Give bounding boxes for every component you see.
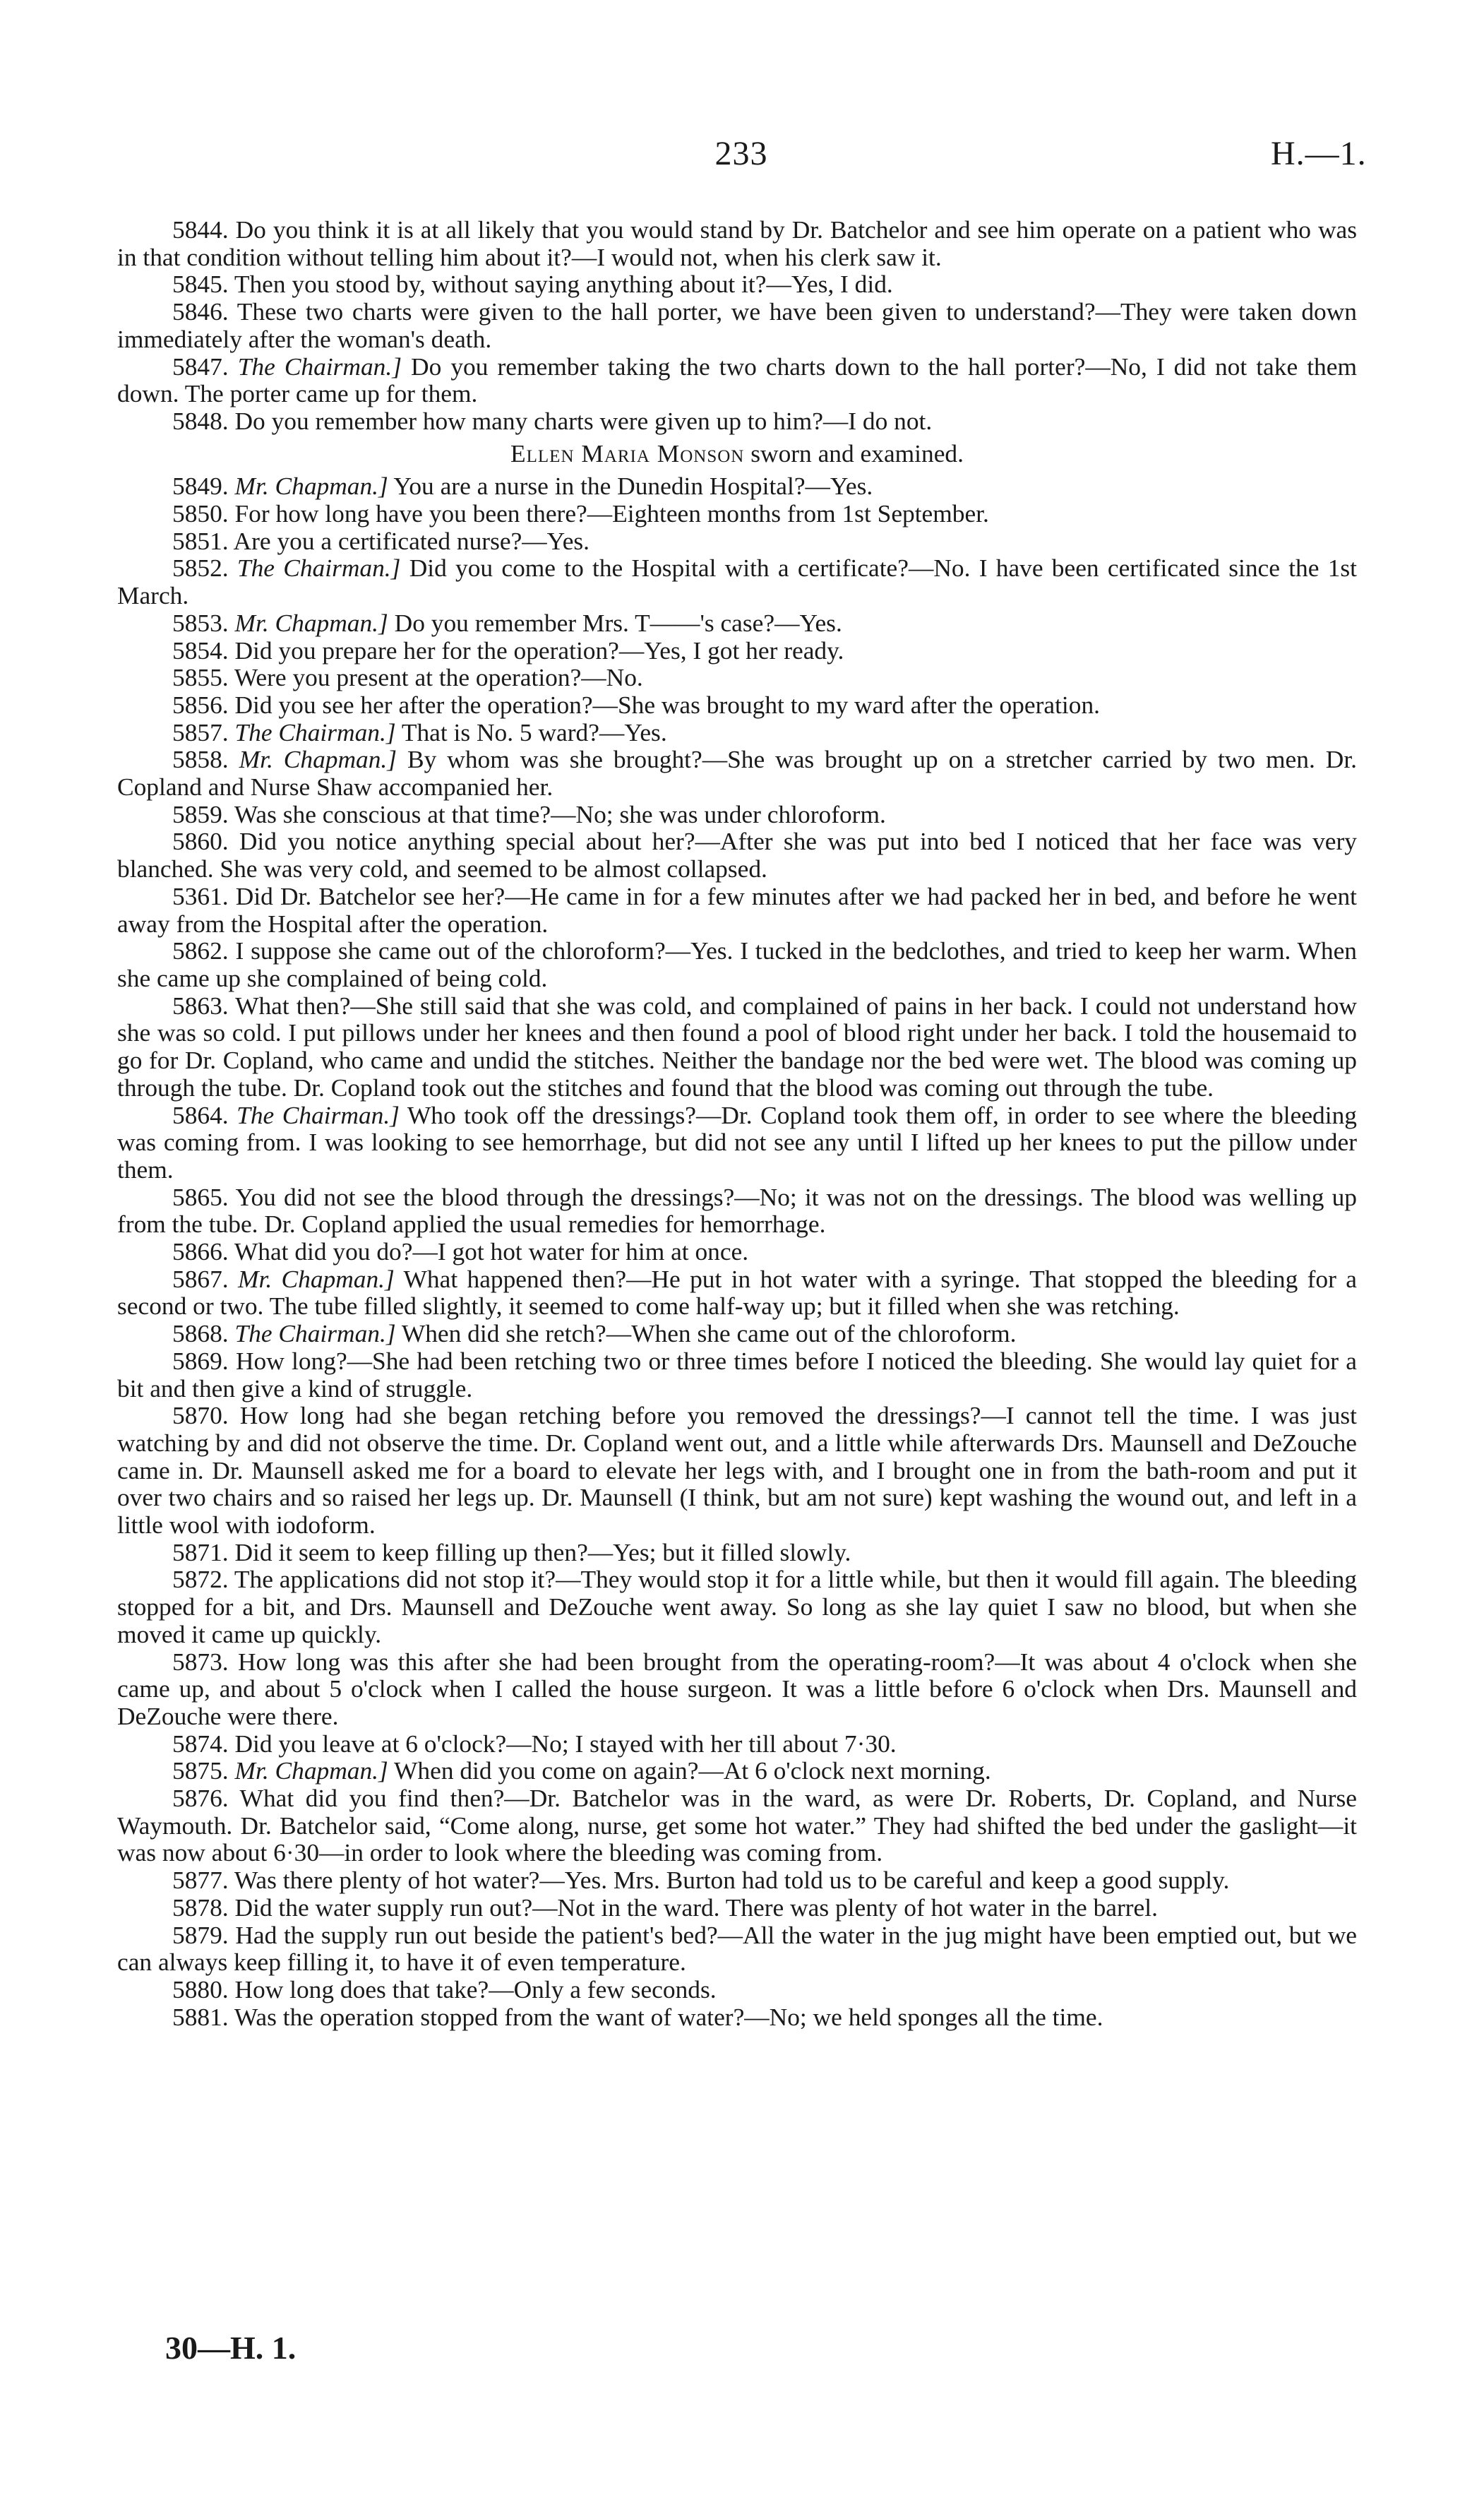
witness-heading [117, 440, 1357, 468]
question-number: 5878. [172, 1893, 229, 1922]
question-paragraph [117, 828, 1357, 882]
question-number: 5857. [172, 717, 229, 746]
question-answer-text: The applications did not stop it?—They would stop it for a little while, but then it would fill again. The bleeding stopped for a bit, and Drs. Maunsell and DeZouche went away. So long as she lay quiet I saw no blood, but when she moved it came up quickly. [117, 1565, 1357, 1648]
speaker-label: Mr. Chapman.] [234, 1756, 388, 1785]
question-answer-text: When did she retch?—When she came out of the chloroform. [401, 1319, 1017, 1348]
question-answer-text: When did you come on again?—At 6 o'clock next morning. [394, 1756, 991, 1785]
speaker-label: The Chairman.] [234, 1319, 396, 1348]
question-answer-text: Did Dr. Batchelor see her?—He came in for a few minutes after we had packed her in bed, and before he went away from the Hospital after the operation. [117, 881, 1357, 938]
question-paragraph [117, 746, 1357, 800]
question-answer-text: How long?—She had been retching two or three times before I noticed the bleeding. She would lay quiet for a bit and then give a kind of struggle. [117, 1346, 1357, 1403]
testimony-text [117, 216, 1357, 2030]
question-answer-text: Did you prepare her for the operation?—Yes, I got her ready. [234, 636, 844, 665]
question-answer-text: How long does that take?—Only a few seconds. [234, 1975, 717, 2003]
question-paragraph [117, 1922, 1357, 1976]
question-number: 5866. [172, 1237, 229, 1266]
question-number: 5865. [172, 1182, 229, 1211]
witness-heading-suffix: sworn and examined. [750, 439, 964, 468]
question-paragraph [117, 609, 1357, 637]
question-answer-text: Do you remember taking the two charts down to the hall porter?—No, I did not take them down. The porter came up for them. [117, 352, 1357, 408]
question-number: 5879. [172, 1920, 229, 1949]
question-number: 5852. [172, 554, 229, 583]
question-answer-text: You are a nurse in the Dunedin Hospital?—Yes. [393, 472, 873, 501]
question-answer-text: Did the water supply run out?—Not in the ward. There was plenty of hot water in the barrel. [234, 1893, 1158, 1922]
question-number: 5846. [172, 297, 229, 326]
question-paragraph [117, 2003, 1357, 2031]
question-paragraph [117, 1866, 1357, 1894]
question-paragraph [117, 1238, 1357, 1266]
question-number: 5868. [172, 1319, 229, 1348]
question-number: 5873. [172, 1647, 229, 1676]
speaker-label: The Chairman.] [237, 1100, 400, 1129]
question-number: 5361. [172, 881, 229, 910]
question-number: 5847. [172, 352, 229, 381]
question-number: 5853. [172, 608, 229, 637]
question-number: 5874. [172, 1729, 229, 1758]
question-paragraph [117, 298, 1357, 352]
question-number: 5855. [172, 663, 229, 692]
question-answer-text: I suppose she came out of the chloroform?—Yes. I tucked in the bedclothes, and tried to keep her warm. When she came up she complained of being cold. [117, 936, 1357, 992]
speaker-label: The Chairman.] [234, 717, 396, 746]
question-paragraph [117, 637, 1357, 665]
speaker-label: Mr. Chapman.] [234, 608, 388, 637]
question-answer-text: Was there plenty of hot water?—Yes. Mrs. Burton had told us to be careful and keep a good supply. [234, 1866, 1230, 1895]
question-number: 5863. [172, 991, 229, 1020]
testimony-group-before [117, 216, 1357, 435]
question-number: 5877. [172, 1866, 229, 1895]
question-answer-text: Was the operation stopped from the want of water?—No; we held sponges all the time. [234, 2002, 1103, 2031]
question-paragraph [117, 1320, 1357, 1347]
question-paragraph [117, 1347, 1357, 1402]
question-answer-text: You did not see the blood through the dressings?—No; it was not on the dressings. The blood was welling up from the tube. Dr. Copland applied the usual remedies for hemorrhage. [117, 1182, 1357, 1239]
question-paragraph [117, 719, 1357, 746]
speaker-label: The Chairman.] [237, 554, 401, 583]
question-answer-text: Had the supply run out beside the patient's bed?—All the water in the jug might have been emptied out, but we can always keep filling it, to have it of even temperature. [117, 1920, 1357, 1977]
question-paragraph [117, 216, 1357, 270]
question-answer-text: How long had she began retching before you removed the dressings?—I cannot tell the time. I was just watching by and did not observe the time. Dr. Copland went out, and a little while afterwards Drs. Maunsell and DeZouche came in. Dr. Maunsell asked me for a board to elevate her legs with, and I brought one in from the bath-room and put it over two chairs and so raised her legs up. Dr. Maunsell (I think, but am not sure) kept washing the wound out, and left in a little wool with iodoform. [117, 1401, 1357, 1540]
question-number: 5875. [172, 1756, 229, 1785]
question-answer-text: Do you think it is at all likely that you would stand by Dr. Batchelor and see him operate on a patient who was in that condition without telling him about it?—I would not, when his clerk saw it. [117, 215, 1357, 271]
question-number: 5867. [172, 1264, 229, 1293]
question-answer-text: What did you find then?—Dr. Batchelor was in the ward, as were Dr. Roberts, Dr. Copland, and Nurse Waymouth. Dr. Batchelor said, “Come along, nurse, get some hot water.” They had shifted the bed under the gaslight—it was now about 6·30—in order to look where the bleeding was coming from. [117, 1784, 1357, 1867]
question-answer-text: Were you present at the operation?—No. [234, 663, 643, 692]
question-paragraph [117, 1757, 1357, 1785]
question-number: 5856. [172, 690, 229, 719]
question-answer-text: Did you leave at 6 o'clock?—No; I stayed with her till about 7·30. [234, 1729, 897, 1758]
running-title: H.—1. [1271, 135, 1367, 172]
question-number: 5881. [172, 2002, 229, 2031]
question-paragraph [117, 801, 1357, 828]
question-number: 5862. [172, 936, 229, 965]
testimony-group-after [117, 472, 1357, 2030]
speaker-label: Mr. Chapman.] [238, 1264, 395, 1293]
question-number: 5872. [172, 1565, 229, 1594]
question-number: 5860. [172, 827, 229, 856]
page-header [0, 134, 1484, 184]
question-number: 5854. [172, 636, 229, 665]
question-paragraph [117, 664, 1357, 691]
witness-name: Ellen Maria Monson [510, 439, 745, 468]
question-answer-text: What did you do?—I got hot water for him at once. [234, 1237, 749, 1266]
question-number: 5844. [172, 215, 229, 244]
question-answer-text: What happened then?—He put in hot water with a syringe. That stopped the bleeding for a second or two. The tube filled slightly, it seemed to come half-way up; but it filled when she was retching. [117, 1264, 1357, 1321]
question-number: 5849. [172, 472, 229, 501]
question-paragraph [117, 937, 1357, 991]
question-paragraph [117, 992, 1357, 1102]
question-number: 5876. [172, 1784, 229, 1813]
question-answer-text: Was she conscious at that time?—No; she was under chloroform. [234, 799, 886, 828]
question-paragraph [117, 270, 1357, 298]
question-answer-text: These two charts were given to the hall porter, we have been given to understand?—They were taken down immediately after the woman's death. [117, 297, 1357, 353]
question-number: 5880. [172, 1975, 229, 2003]
question-answer-text: For how long have you been there?—Eighteen months from 1st September. [234, 499, 989, 528]
question-number: 5864. [172, 1100, 229, 1129]
question-paragraph [117, 1976, 1357, 2003]
question-paragraph [117, 1648, 1357, 1730]
question-answer-text: Did you come to the Hospital with a certificate?—No. I have been certificated since the 1st March. [117, 554, 1358, 610]
question-number: 5851. [172, 526, 229, 555]
question-number: 5845. [172, 270, 229, 299]
question-paragraph [117, 1102, 1357, 1184]
question-paragraph [117, 883, 1357, 937]
printer-signature-mark: 30—H. 1. [165, 2330, 297, 2366]
question-answer-text: What then?—She still said that she was cold, and complained of pains in her back. I could not understand how she was so cold. I put pillows under her knees and then found a pool of blood right under her back. I told the housemaid to go for Dr. Copland, who came and undid the stitches. Neither the bandage nor the bed were wet. The blood was coming up through the tube. Dr. Copland took out the stitches and found that the blood was coming out through the tube. [117, 991, 1357, 1102]
question-paragraph [117, 1894, 1357, 1922]
page-number: 233 [714, 135, 768, 172]
speaker-label: Mr. Chapman.] [234, 472, 388, 501]
question-paragraph [117, 1266, 1357, 1320]
question-number: 5870. [172, 1401, 229, 1430]
speaker-label: The Chairman.] [237, 352, 402, 381]
question-number: 5859. [172, 799, 229, 828]
question-paragraph [117, 1402, 1357, 1539]
question-paragraph [117, 1539, 1357, 1566]
question-answer-text: Did it seem to keep filling up then?—Yes; but it filled slowly. [234, 1537, 851, 1566]
question-answer-text: Did you notice anything special about her?—After she was put into bed I noticed that her face was very blanched. She was very cold, and seemed to be almost collapsed. [117, 827, 1357, 883]
question-paragraph [117, 691, 1357, 719]
question-answer-text: How long was this after she had been brought from the operating-room?—It was about 4 o'clock when she came up, and about 5 o'clock when I called the house surgeon. It was a little before 6 o'clock when Drs. Maunsell and DeZouche were there. [117, 1647, 1357, 1730]
question-paragraph [117, 1184, 1357, 1238]
question-paragraph [117, 407, 1357, 435]
question-paragraph [117, 472, 1357, 500]
question-number: 5858. [172, 745, 229, 774]
question-paragraph [117, 554, 1357, 609]
speaker-label: Mr. Chapman.] [239, 745, 397, 774]
question-answer-text: Who took off the dressings?—Dr. Copland took them off, in order to see where the bleeding was coming from. I was looking to see hemorrhage, but did not see any until I lifted up her knees to put the pillow under them. [117, 1100, 1357, 1184]
question-answer-text: Did you see her after the operation?—She was brought to my ward after the operation. [234, 690, 1100, 719]
question-answer-text: Then you stood by, without saying anything about it?—Yes, I did. [234, 270, 893, 299]
question-number: 5848. [172, 406, 229, 435]
question-answer-text: By whom was she brought?—She was brought up on a stretcher carried by two men. Dr. Copland and Nurse Shaw accompanied her. [117, 745, 1358, 802]
question-paragraph [117, 528, 1357, 555]
question-number: 5869. [172, 1346, 229, 1375]
question-answer-text: That is No. 5 ward?—Yes. [401, 717, 667, 746]
question-paragraph [117, 1566, 1357, 1648]
question-answer-text: Are you a certificated nurse?—Yes. [233, 526, 590, 555]
question-paragraph [117, 1730, 1357, 1758]
question-paragraph [117, 1785, 1357, 1866]
question-number: 5871. [172, 1537, 229, 1566]
question-paragraph [117, 500, 1357, 528]
question-answer-text: Do you remember how many charts were given up to him?—I do not. [234, 406, 933, 435]
question-number: 5850. [172, 499, 229, 528]
question-answer-text: Do you remember Mrs. T——'s case?—Yes. [394, 608, 842, 637]
question-paragraph [117, 353, 1357, 407]
